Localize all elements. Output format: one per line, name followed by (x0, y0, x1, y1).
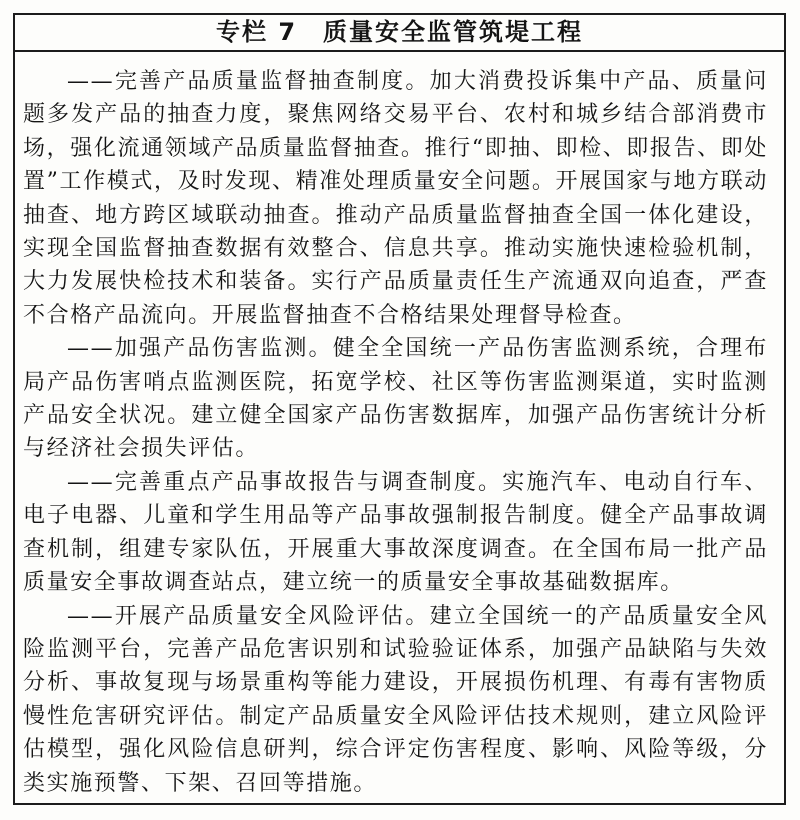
column-box (13, 13, 786, 805)
column-box-title: 专栏 7 质量安全监管筑堤工程 (15, 15, 784, 52)
paragraph-risk-assessment: ——开展产品质量安全风险评估。建立全国统一的产品质量安全风险监测平台，完善产品危害识别和试验验证体系，加强产品缺陷与失效分析、事故复现与场景重构等能力建设，开展损伤机理、有毒有害物质慢性危害研究评估。制定产品质量安全风险评估技术规则，建立风险评估模型，强化风险信息研判，综合评定伤害程度、影响、风险等级，分类实施预警、下架、召回等措施。 (23, 603, 768, 796)
paragraph-accident-reporting: ——完善重点产品事故报告与调查制度。实施汽车、电动自行车、电子电器、儿童和学生用品等产品事故强制报告制度。健全产品事故调查机制，组建专家队伍，开展重大事故深度调查。在全国布局一批产品质量安全事故调查站点，建立统一的质量安全事故基础数据库。 (23, 469, 768, 596)
paragraph-sampling-inspection: ——完善产品质量监督抽查制度。加大消费投诉集中产品、质量问题多发产品的抽查力度，聚焦网络交易平台、农村和城乡结合部消费市场，强化流通领域产品质量监督抽查。推行“即抽、即检、即报告、即处置”工作模式，及时发现、精准处理质量安全问题。开展国家与地方联动抽查、地方跨区域联动抽查。推动产品质量监督抽查全国一体化建设，实现全国监督抽查数据有效整合、信息共享。推动实施快速检验机制，大力发展快检技术和装备。实行产品质量责任生产流通双向追查，严查不合格产品流向。开展监督抽查不合格结果处理督导检查。 (23, 69, 768, 328)
paragraph-injury-monitoring: ——加强产品伤害监测。健全全国统一产品伤害监测系统，合理布局产品伤害哨点监测医院，拓宽学校、社区等伤害监测渠道，实时监测产品安全状况。建立健全国家产品伤害数据库，加强产品伤害统计分析与经济社会损失评估。 (23, 336, 768, 462)
column-box-body (15, 52, 784, 803)
